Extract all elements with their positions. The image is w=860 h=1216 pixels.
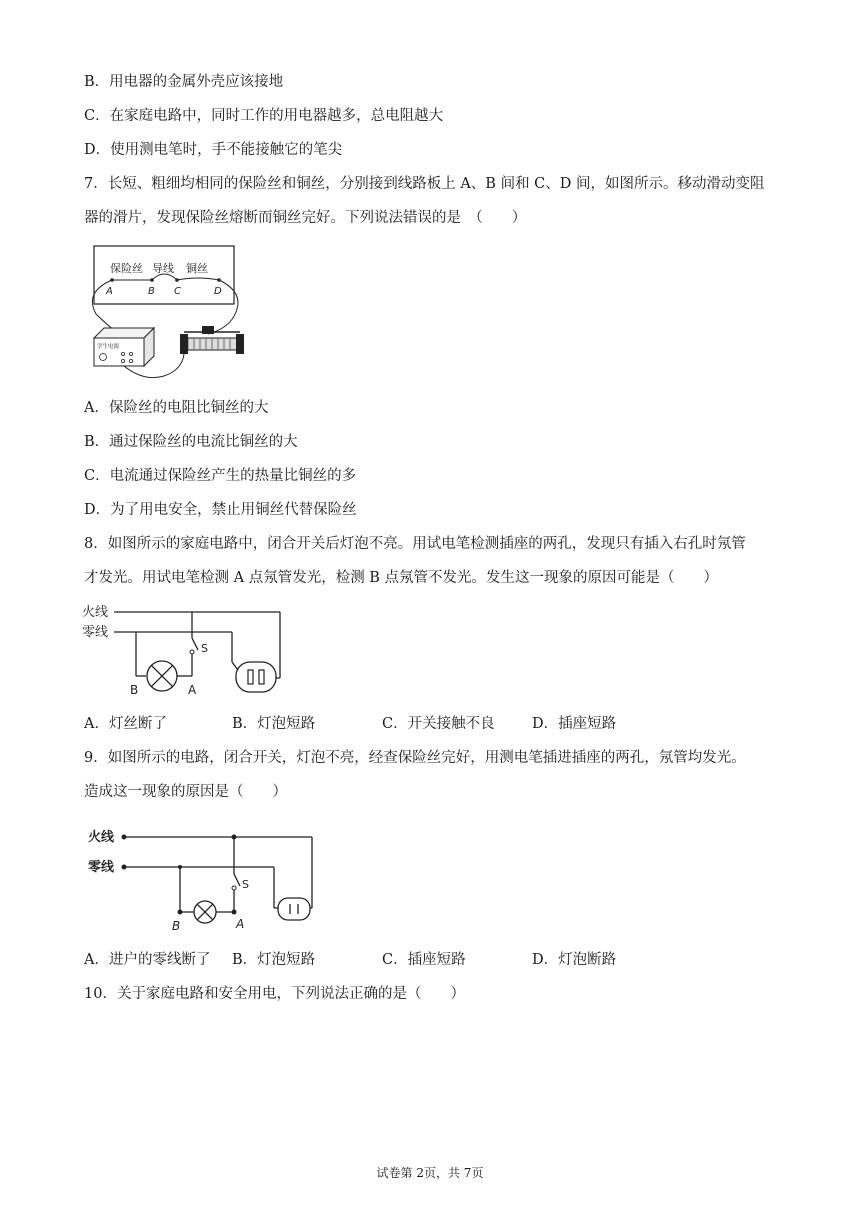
q8-stem-line2: 才发光。用试电笔检测 A 点氖管发光，检测 B 点氖管不发光。发生这一现象的原因可能是（ ） bbox=[84, 570, 719, 586]
neutral-wire-label: 零线 bbox=[82, 625, 109, 640]
q9-circuit-figure bbox=[84, 822, 324, 934]
q9-option-d: D．灯泡断路 bbox=[532, 952, 617, 968]
q6-option-b: B．用电器的金属外壳应该接地 bbox=[84, 74, 284, 90]
q8-option-a: A．灯丝断了 bbox=[84, 716, 167, 732]
copper-label: 铜丝 bbox=[186, 262, 208, 275]
circuit-board bbox=[94, 246, 234, 304]
q9-stem-line2: 造成这一现象的原因是（ ） bbox=[84, 784, 287, 800]
neutral-wire-label: 零线 bbox=[88, 860, 115, 875]
terminal-a-label: A bbox=[106, 286, 113, 297]
q9-stem-line1: 9．如图所示的电路，闭合开关，灯泡不亮，经查保险丝完好，用测电笔插进插座的两孔，氖管均发光。 bbox=[84, 750, 746, 766]
lamp-icon bbox=[194, 901, 216, 923]
q8-option-c: C．开关接触不良 bbox=[382, 716, 495, 732]
switch-icon bbox=[192, 638, 198, 650]
q8-option-d: D．插座短路 bbox=[532, 716, 617, 732]
terminal-d-label: D bbox=[214, 286, 222, 297]
socket-icon bbox=[278, 898, 310, 920]
q9-option-c: C．插座短路 bbox=[382, 952, 466, 968]
wire-label: 导线 bbox=[152, 262, 174, 275]
lamp-icon bbox=[147, 661, 177, 691]
point-b-label: B bbox=[130, 683, 139, 697]
fuse-label: 保险丝 bbox=[110, 262, 143, 275]
live-wire-label: 火线 bbox=[88, 830, 115, 845]
q9-option-b: B．灯泡短路 bbox=[232, 952, 316, 968]
live-wire-label: 火线 bbox=[82, 605, 109, 620]
q6-option-c: C．在家庭电路中，同时工作的用电器越多，总电阻越大 bbox=[84, 108, 444, 124]
q7-circuit-figure bbox=[84, 242, 254, 384]
socket-icon bbox=[236, 662, 276, 692]
q8-circuit-figure bbox=[80, 598, 300, 702]
q7-option-a: A．保险丝的电阻比铜丝的大 bbox=[84, 400, 269, 416]
terminal-b-label: B bbox=[148, 286, 155, 297]
switch-s-label: S bbox=[242, 878, 249, 891]
point-b-label: B bbox=[172, 919, 181, 933]
q7-option-d: D．为了用电安全，禁止用铜丝代替保险丝 bbox=[84, 502, 357, 518]
q7-stem-line2: 器的滑片，发现保险丝熔断而铜丝完好。下列说法错误的是 （ ） bbox=[84, 210, 527, 226]
switch-s-label: S bbox=[201, 642, 208, 655]
q6-option-d: D．使用测电笔时，手不能接触它的笔尖 bbox=[84, 142, 343, 158]
q9-option-a: A．进户的零线断了 bbox=[84, 952, 211, 968]
terminal-c-label: C bbox=[174, 286, 181, 297]
q8-stem-line1: 8．如图所示的家庭电路中，闭合开关后灯泡不亮。用试电笔检测插座的两孔，发现只有插入右孔时氖管 bbox=[84, 536, 746, 552]
q7-option-c: C．电流通过保险丝产生的热量比铜丝的多 bbox=[84, 468, 357, 484]
power-supply-label: 学生电源 bbox=[97, 344, 120, 350]
sliding-rheostat bbox=[180, 326, 244, 354]
switch-icon bbox=[234, 874, 240, 886]
power-supply bbox=[94, 328, 154, 366]
q7-option-b: B．通过保险丝的电流比铜丝的大 bbox=[84, 434, 298, 450]
point-a-label: A bbox=[188, 683, 197, 697]
page-footer: 试卷第 2页，共 7页 bbox=[376, 1166, 484, 1180]
q10-stem: 10．关于家庭电路和安全用电，下列说法正确的是（ ） bbox=[84, 986, 465, 1002]
q7-stem-line1: 7．长短、粗细均相同的保险丝和铜丝，分别接到线路板上 A、B 间和 C、D 间，如图所示。移动滑动变阻 bbox=[84, 176, 765, 192]
point-a-label: A bbox=[236, 917, 245, 931]
q8-option-b: B．灯泡短路 bbox=[232, 716, 316, 732]
